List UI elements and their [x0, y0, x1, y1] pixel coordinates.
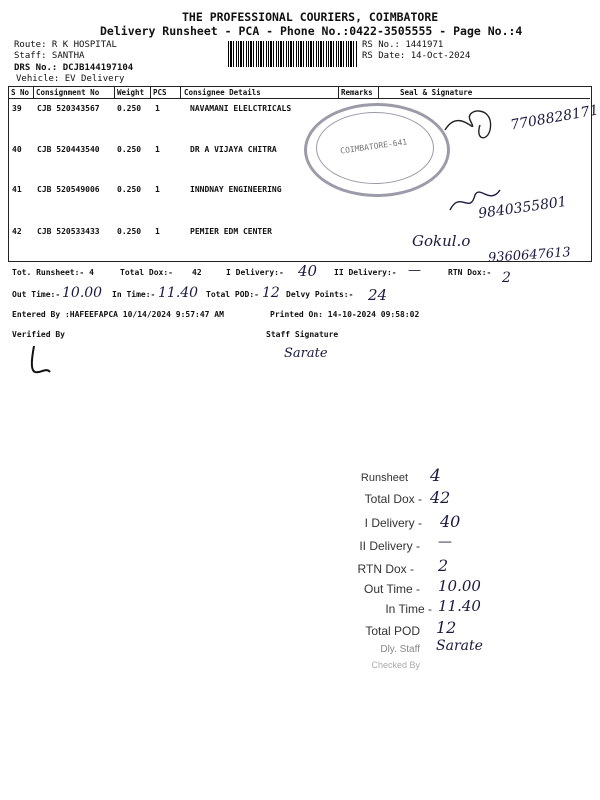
row-consignee: DR A VIJAYA CHITRA — [190, 145, 277, 154]
in-time-value: 11.40 — [158, 285, 199, 301]
stamp-text: COIMBATORE-641 — [339, 137, 408, 156]
handwritten-phone-39: 7708828171 — [509, 102, 600, 134]
out-time-label: Out Time:- — [12, 290, 61, 299]
i-delivery-value: 40 — [298, 262, 318, 280]
ii-delivery-label: II Delivery:- — [334, 268, 397, 277]
note-label: Runsheet — [360, 472, 408, 484]
delvy-points-label: Delvy Points:- — [286, 290, 354, 299]
row-sno: 39 — [12, 104, 22, 113]
row-pcs: 1 — [155, 104, 160, 113]
row-sno: 41 — [12, 185, 22, 194]
row-consignee: NAVAMANI ELELCTRICALS — [190, 104, 292, 113]
total-pod-value: 12 — [262, 285, 280, 301]
rs-number: RS No.: 1441971 — [362, 40, 444, 50]
tot-runsheet: Tot. Runsheet:- 4 — [12, 268, 94, 277]
i-delivery-label: I Delivery:- — [226, 268, 284, 277]
table-header-divider — [8, 98, 590, 99]
row-consignee: INNDNAY ENGINEERING — [190, 185, 282, 194]
row-consignment: CJB 520443540 — [37, 145, 100, 154]
note-value: Sarate — [436, 638, 483, 654]
row-consignment: CJB 520549006 — [37, 185, 100, 194]
note-value: 11.40 — [438, 597, 481, 615]
row-consignee: PEMIER EDM CENTER — [190, 227, 272, 236]
note-label: Dly. Staff — [380, 644, 420, 655]
rtn-dox-label: RTN Dox:- — [448, 268, 492, 277]
row-sno: 40 — [12, 145, 22, 154]
note-label: RTN Dox - — [357, 562, 414, 576]
staff-label: Staff: SANTHA — [14, 51, 85, 61]
note-value: 10.00 — [438, 577, 481, 595]
entered-by: Entered By :HAFEEFAPCA 10/14/2024 9:57:47 AM — [12, 310, 224, 319]
row-weight: 0.250 — [117, 104, 142, 113]
col-header-remarks: Remarks — [341, 88, 373, 97]
col-header-sno: S No — [11, 88, 30, 97]
row-consignment: CJB 520343567 — [37, 104, 100, 113]
total-dox-value: 42 — [192, 268, 202, 277]
note-label: I Delivery - — [364, 516, 422, 530]
col-header-seal: Seal & Signature — [400, 88, 473, 97]
runsheet-subtitle: Delivery Runsheet - PCA - Phone No.:0422-3505555 - Page No.:4 — [100, 24, 523, 38]
handwritten-name-42: Gokul.o — [412, 232, 471, 250]
out-time-value: 10.00 — [62, 285, 103, 301]
row-sno: 42 — [12, 227, 22, 236]
note-label: In Time - — [385, 602, 432, 616]
row-weight: 0.250 — [117, 145, 142, 154]
col-header-weight: Weight — [117, 88, 145, 97]
staff-signature-label: Staff Signature — [266, 330, 339, 339]
verified-by-label: Verified By — [12, 330, 65, 339]
row-pcs: 1 — [155, 145, 160, 154]
total-pod-label: Total POD:- — [206, 290, 259, 299]
staff-signature-hand: Sarate — [284, 346, 328, 361]
signature-scribble — [440, 100, 510, 145]
note-label: Out Time - — [363, 582, 420, 596]
row-weight: 0.250 — [117, 227, 142, 236]
col-header-pcs: PCS — [153, 88, 167, 97]
col-header-consignee: Consignee Details — [184, 88, 261, 97]
vehicle-label: Vehicle: EV Delivery — [16, 74, 125, 84]
handwritten-phone-41: 9840355801 — [477, 193, 568, 223]
drs-number: DRS No.: DCJB144197104 — [14, 63, 134, 73]
row-pcs: 1 — [155, 227, 160, 236]
in-time-label: In Time:- — [112, 290, 156, 299]
handwritten-notes — [330, 466, 570, 706]
rtn-dox-value: 2 — [502, 270, 511, 286]
rs-date: RS Date: 14-Oct-2024 — [362, 51, 471, 61]
row-pcs: 1 — [155, 185, 160, 194]
note-label: Total POD — [365, 624, 420, 638]
note-label: Total Dox - — [364, 492, 422, 506]
col-header-consignment: Consignment No — [36, 88, 100, 97]
note-value: 4 — [430, 466, 441, 486]
delvy-points-value: 24 — [368, 286, 388, 304]
note-value: 12 — [436, 618, 457, 637]
row-weight: 0.250 — [117, 185, 142, 194]
note-value: 42 — [430, 488, 451, 507]
company-title: THE PROFESSIONAL COURIERS, COIMBATORE — [182, 10, 439, 24]
note-value: 40 — [440, 512, 461, 531]
row-consignment: CJB 520533433 — [37, 227, 100, 236]
note-value: — — [438, 534, 452, 550]
route-label: Route: R K HOSPITAL — [14, 40, 117, 50]
printed-on: Printed On: 14-10-2024 09:58:02 — [270, 310, 420, 319]
ii-delivery-value: — — [408, 263, 421, 278]
handwritten-phone-42: 9360647613 — [487, 245, 572, 266]
verified-signature — [26, 342, 56, 378]
note-label: II Delivery - — [359, 539, 420, 553]
barcode — [228, 41, 358, 67]
note-value: 2 — [438, 556, 449, 575]
note-label: Checked By — [371, 660, 420, 670]
total-dox-label: Total Dox:- — [120, 268, 173, 277]
